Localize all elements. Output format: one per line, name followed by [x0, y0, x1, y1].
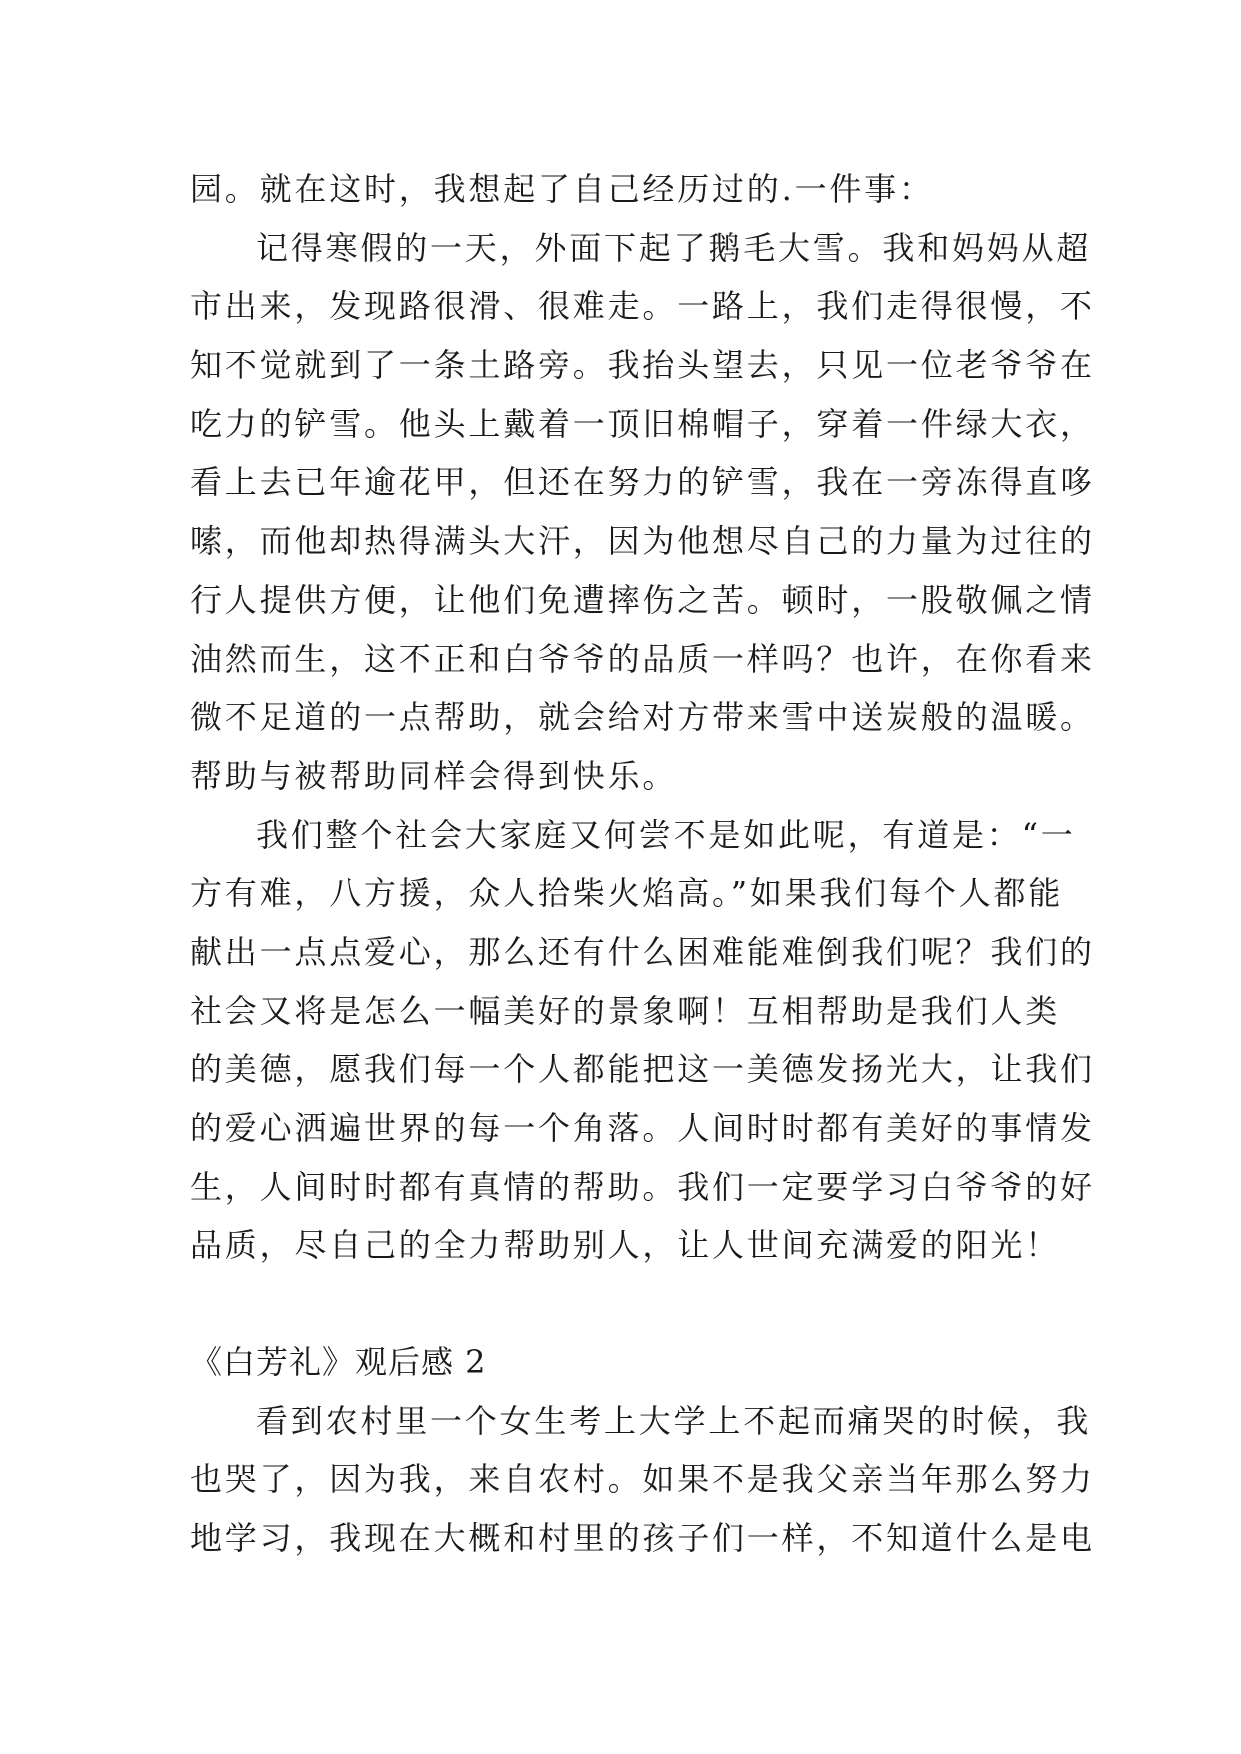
- text-line: 油然而生，这不正和白爷爷的品质一样吗？也许，在你看来: [190, 639, 1095, 678]
- text-line: 行人提供方便，让他们免遭摔伤之苦。顿时，一股敬佩之情: [190, 580, 1095, 619]
- text-line: 看上去已年逾花甲，但还在努力的铲雪，我在一旁冻得直哆: [190, 463, 1095, 502]
- document-page: [190, 160, 1095, 1568]
- text-line: 社会又将是怎么一幅美好的景象啊！互相帮助是我们人类: [190, 991, 1061, 1030]
- text-line: 我们整个社会大家庭又何尝不是如此呢，有道是：“一: [256, 815, 1076, 854]
- text-line: 吃力的铲雪。他头上戴着一顶旧棉帽子，穿着一件绿大衣，: [190, 404, 1095, 443]
- text-line: 园。就在这时，我想起了自己经历过的.一件事：: [190, 170, 934, 208]
- text-line: 地学习，我现在大概和村里的孩子们一样，不知道什么是电: [190, 1519, 1095, 1558]
- text-line: 方有难，八方援，众人拾柴火焰高。”如果我们每个人都能: [190, 874, 1064, 913]
- text-line: 的美德，愿我们每一个人都能把这一美德发扬光大，让我们: [190, 1050, 1095, 1089]
- section-heading: 《白芳礼》观后感 2: [190, 1343, 487, 1382]
- text-line: 的爱心洒遍世界的每一个角落。人间时时都有美好的事情发: [190, 1109, 1095, 1147]
- paragraph-gap: [190, 1275, 1065, 1333]
- text-line: 也哭了，因为我，来自农村。如果不是我父亲当年那么努力: [190, 1460, 1095, 1499]
- text-line: 嗦，而他却热得满头大汗，因为他想尽自己的力量为过往的: [190, 522, 1095, 561]
- text-line: 微不足道的一点帮助，就会给对方带来雪中送炭般的温暖。: [190, 698, 1095, 737]
- text-line: 知不觉就到了一条土路旁。我抬头望去，只见一位老爷爷在: [190, 346, 1095, 385]
- text-line: 品质，尽自己的全力帮助别人，让人世间充满爱的阳光！: [190, 1226, 1061, 1265]
- text-line: 市出来，发现路很滑、很难走。一路上，我们走得很慢，不: [190, 287, 1095, 326]
- text-line: 献出一点点爱心，那么还有什么困难能难倒我们呢？我们的: [190, 932, 1095, 971]
- text-line: 生，人间时时都有真情的帮助。我们一定要学习白爷爷的好: [190, 1167, 1095, 1206]
- text-line: 帮助与被帮助同样会得到快乐。: [190, 756, 678, 795]
- text-line: 看到农村里一个女生考上大学上不起而痛哭的时候，我: [256, 1401, 1092, 1440]
- text-line: 记得寒假的一天，外面下起了鹅毛大雪。我和妈妈从超: [256, 228, 1092, 267]
